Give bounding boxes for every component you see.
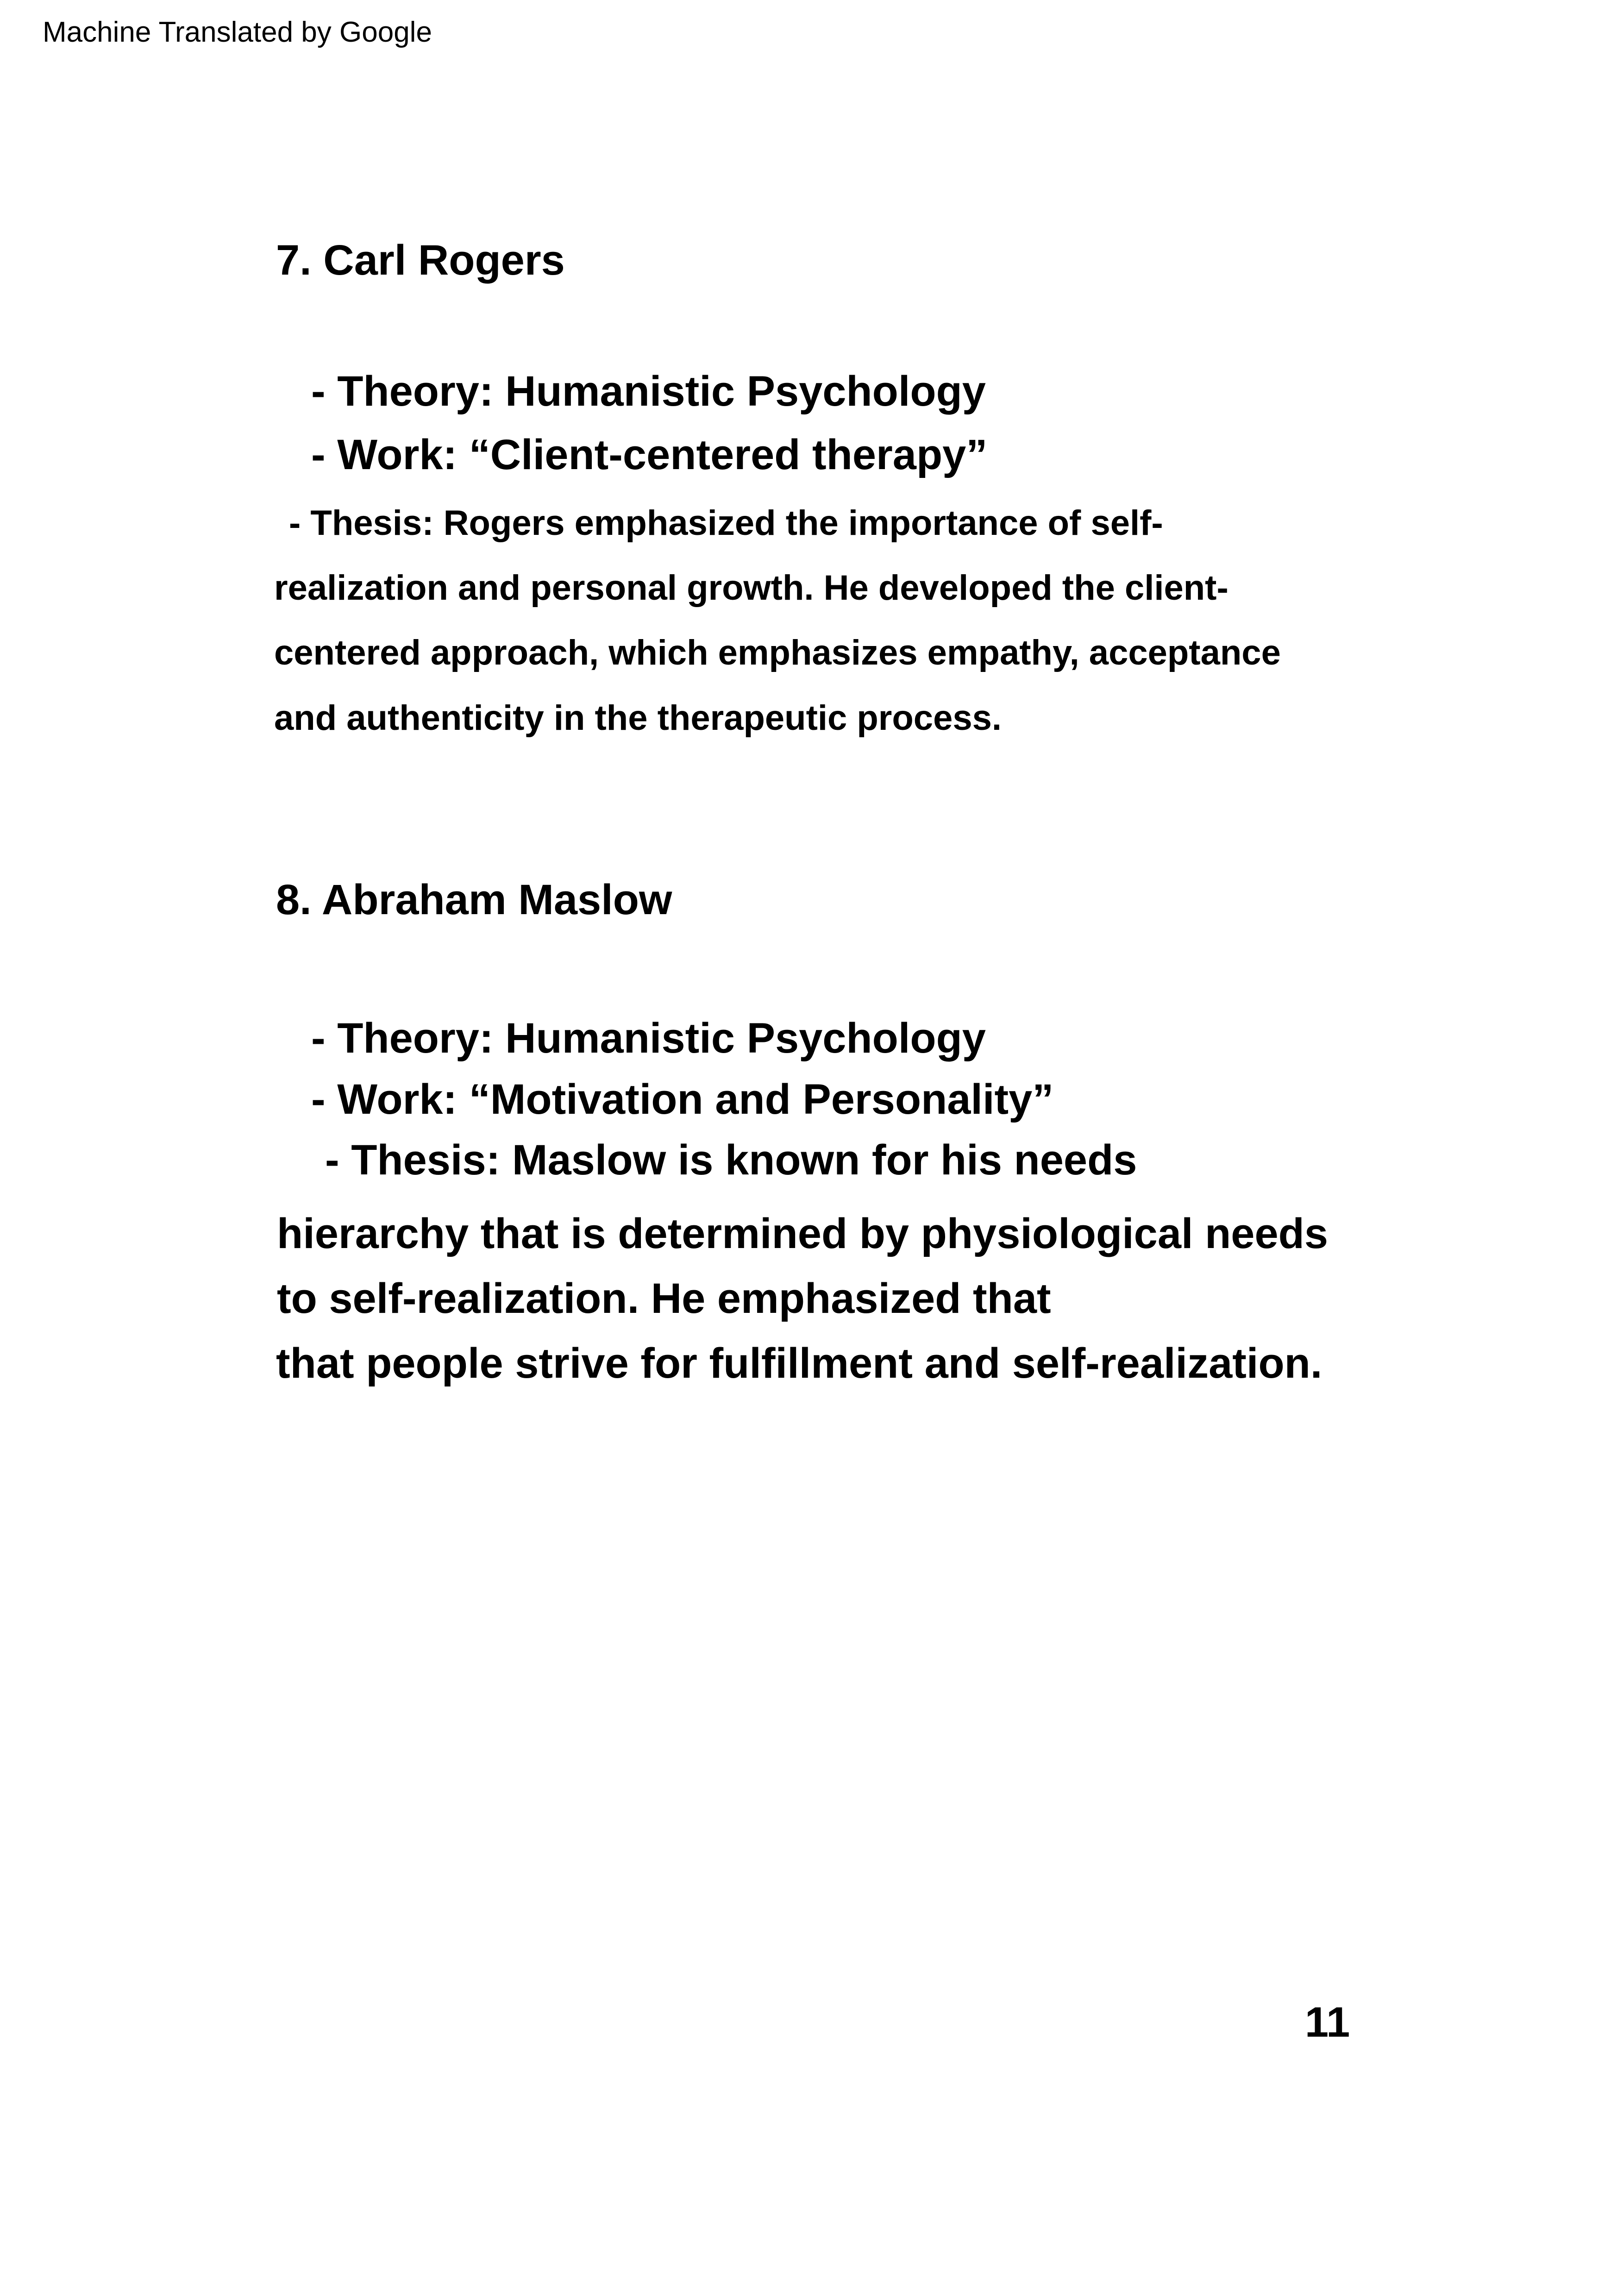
theory-line: - Theory: Humanistic Psychology xyxy=(311,368,986,415)
thesis-line: centered approach, which emphasizes empathy, acceptance xyxy=(274,633,1281,672)
section-heading-carl-rogers: 7. Carl Rogers xyxy=(276,237,565,284)
work-line: - Work: “Client-centered therapy” xyxy=(311,431,988,478)
section-heading-abraham-maslow: 8. Abraham Maslow xyxy=(276,876,672,923)
thesis-line: - Thesis: Rogers emphasized the importance of self- xyxy=(289,503,1163,543)
thesis-line: to self-realization. He emphasized that xyxy=(277,1275,1051,1322)
thesis-line: and authenticity in the therapeutic process. xyxy=(274,698,1002,738)
thesis-line: hierarchy that is determined by physiological needs xyxy=(277,1210,1328,1257)
machine-translation-banner: Machine Translated by Google xyxy=(43,16,432,48)
page-number: 11 xyxy=(1305,1999,1350,2046)
thesis-line: - Thesis: Maslow is known for his needs xyxy=(325,1136,1137,1184)
thesis-line: realization and personal growth. He developed the client- xyxy=(274,568,1228,608)
work-line: - Work: “Motivation and Personality” xyxy=(311,1076,1054,1123)
theory-line: - Theory: Humanistic Psychology xyxy=(311,1015,986,1062)
thesis-line: that people strive for fulfillment and self-realization. xyxy=(276,1340,1322,1387)
